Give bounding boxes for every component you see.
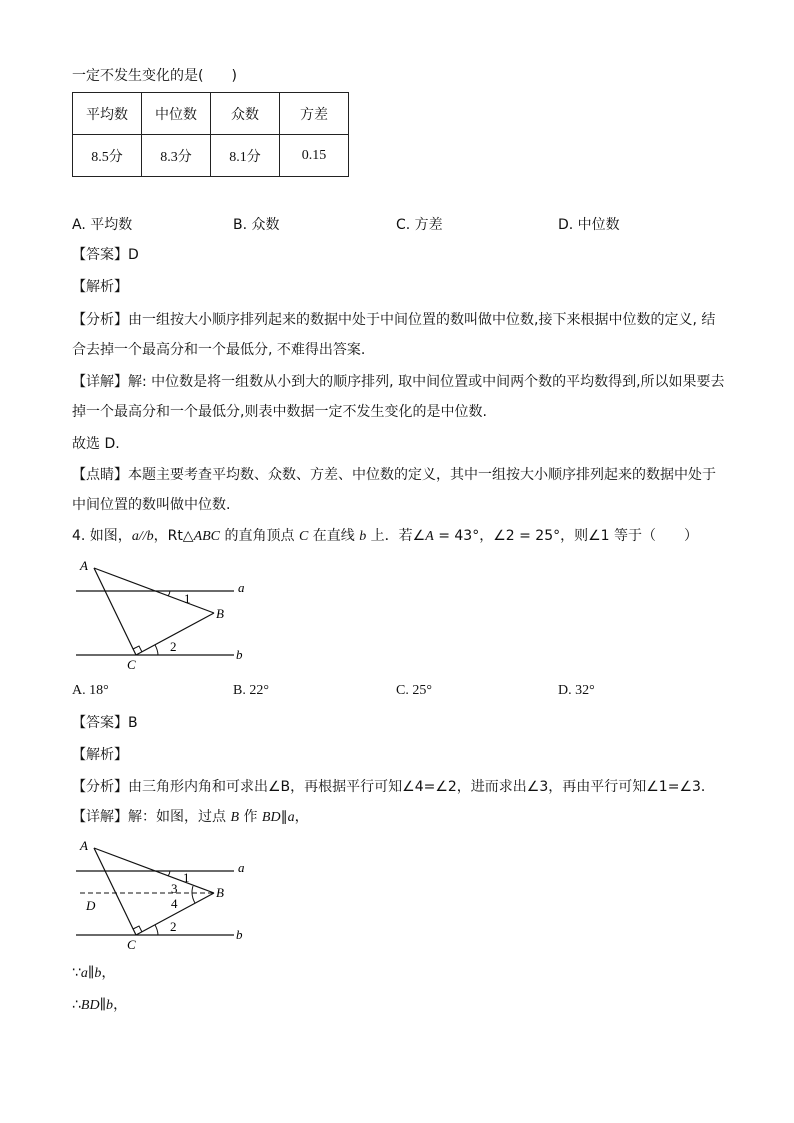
angle-3-label: 3 (171, 881, 178, 896)
table-cell: 8.3分 (142, 135, 211, 177)
table-cell: 8.5分 (73, 135, 142, 177)
comment-line-1: 【点睛】本题主要考查平均数、众数、方差、中位数的定义，其中一组按大小顺序排列起来的数据中处于 (72, 467, 716, 483)
angle-3-arc (192, 886, 193, 893)
detail-line-1: 【详解】解: 中位数是将一组数从小到大的顺序排列, 取中间位置或中间两个数的平均数得到,所以如果要去 (72, 374, 725, 390)
analysis-label: 【解析】 (72, 279, 128, 295)
therefore-line: ∴BD∥b， (72, 997, 128, 1013)
option-c: C. 方差 (396, 217, 443, 233)
table-header-row (73, 93, 349, 135)
table-cell: 8.1分 (211, 135, 280, 177)
angle-1-arc (168, 871, 170, 876)
because-line: ∵a∥b， (72, 965, 116, 981)
table-row (73, 135, 349, 177)
geometry-figure-1 (70, 554, 260, 674)
angle-1-label: 1 (183, 870, 190, 885)
analysis-fenxi-line-2: 合去掉一个最高分和一个最低分, 不难得出答案. (72, 342, 366, 358)
option-b: B. 22° (233, 683, 269, 698)
analysis-label: 【解析】 (72, 747, 128, 763)
option-b: B. 众数 (233, 217, 280, 233)
point-b-label: B (216, 885, 224, 900)
angle-1-label: 1 (184, 591, 191, 606)
point-b-label: B (216, 606, 224, 621)
answer-line: 【答案】B (72, 715, 138, 731)
statistics-table (72, 92, 349, 177)
line-a-label: a (238, 860, 245, 875)
angle-1-arc (168, 591, 170, 596)
comment-line-2: 中间位置的数叫做中位数. (72, 497, 231, 513)
analysis-fenxi-line: 【分析】由三角形内角和可求出∠B，再根据平行可知∠4=∠2，进而求出∠3，再由平行可知∠1=∠3． (72, 779, 715, 795)
option-a: A. 18° (72, 683, 109, 698)
detail-line-2: 掉一个最高分和一个最低分,则表中数据一定不发生变化的是中位数. (72, 404, 487, 420)
line-b-label: b (236, 647, 243, 662)
line-a-label: a (238, 580, 245, 595)
angle-4-arc (192, 893, 195, 903)
angle-2-label: 2 (170, 639, 177, 654)
analysis-fenxi-line-1: 【分析】由一组按大小顺序排列起来的数据中处于中间位置的数叫做中位数,接下来根据中位数的定义, 结 (72, 312, 716, 328)
point-d-label: D (86, 898, 96, 913)
point-c-label: C (127, 657, 136, 672)
table-header-cell: 方差 (280, 93, 349, 135)
option-d: D. 32° (558, 683, 595, 698)
line-b-label: b (236, 927, 243, 942)
geometry-figure-2 (70, 834, 260, 954)
angle-4-label: 4 (171, 896, 178, 911)
angle-2-label: 2 (170, 919, 177, 934)
angle-2-arc (155, 645, 158, 655)
option-d: D. 中位数 (558, 217, 620, 233)
answer-line: 【答案】D (72, 247, 139, 263)
option-a: A. 平均数 (72, 217, 133, 233)
table-header-cell: 平均数 (73, 93, 142, 135)
detail-line: 【详解】解：如图，过点 B 作 BD∥a， (72, 809, 309, 825)
angle-2-arc (155, 925, 158, 935)
option-c: C. 25° (396, 683, 432, 698)
point-a-label: A (80, 558, 88, 573)
conclusion-line: 故选 D. (72, 436, 120, 452)
table-header-cell: 中位数 (142, 93, 211, 135)
table-header-cell: 众数 (211, 93, 280, 135)
table-cell: 0.15 (280, 135, 349, 177)
point-c-label: C (127, 937, 136, 952)
question-stem-tail: 一定不发生变化的是( ) (72, 68, 237, 84)
point-a-label: A (80, 838, 88, 853)
question-4-stem: 4. 如图，a//b，Rt△ABC 的直角顶点 C 在直线 b 上．若∠A = 43°，∠2 = 25°，则∠1 等于（ ） (72, 528, 699, 544)
